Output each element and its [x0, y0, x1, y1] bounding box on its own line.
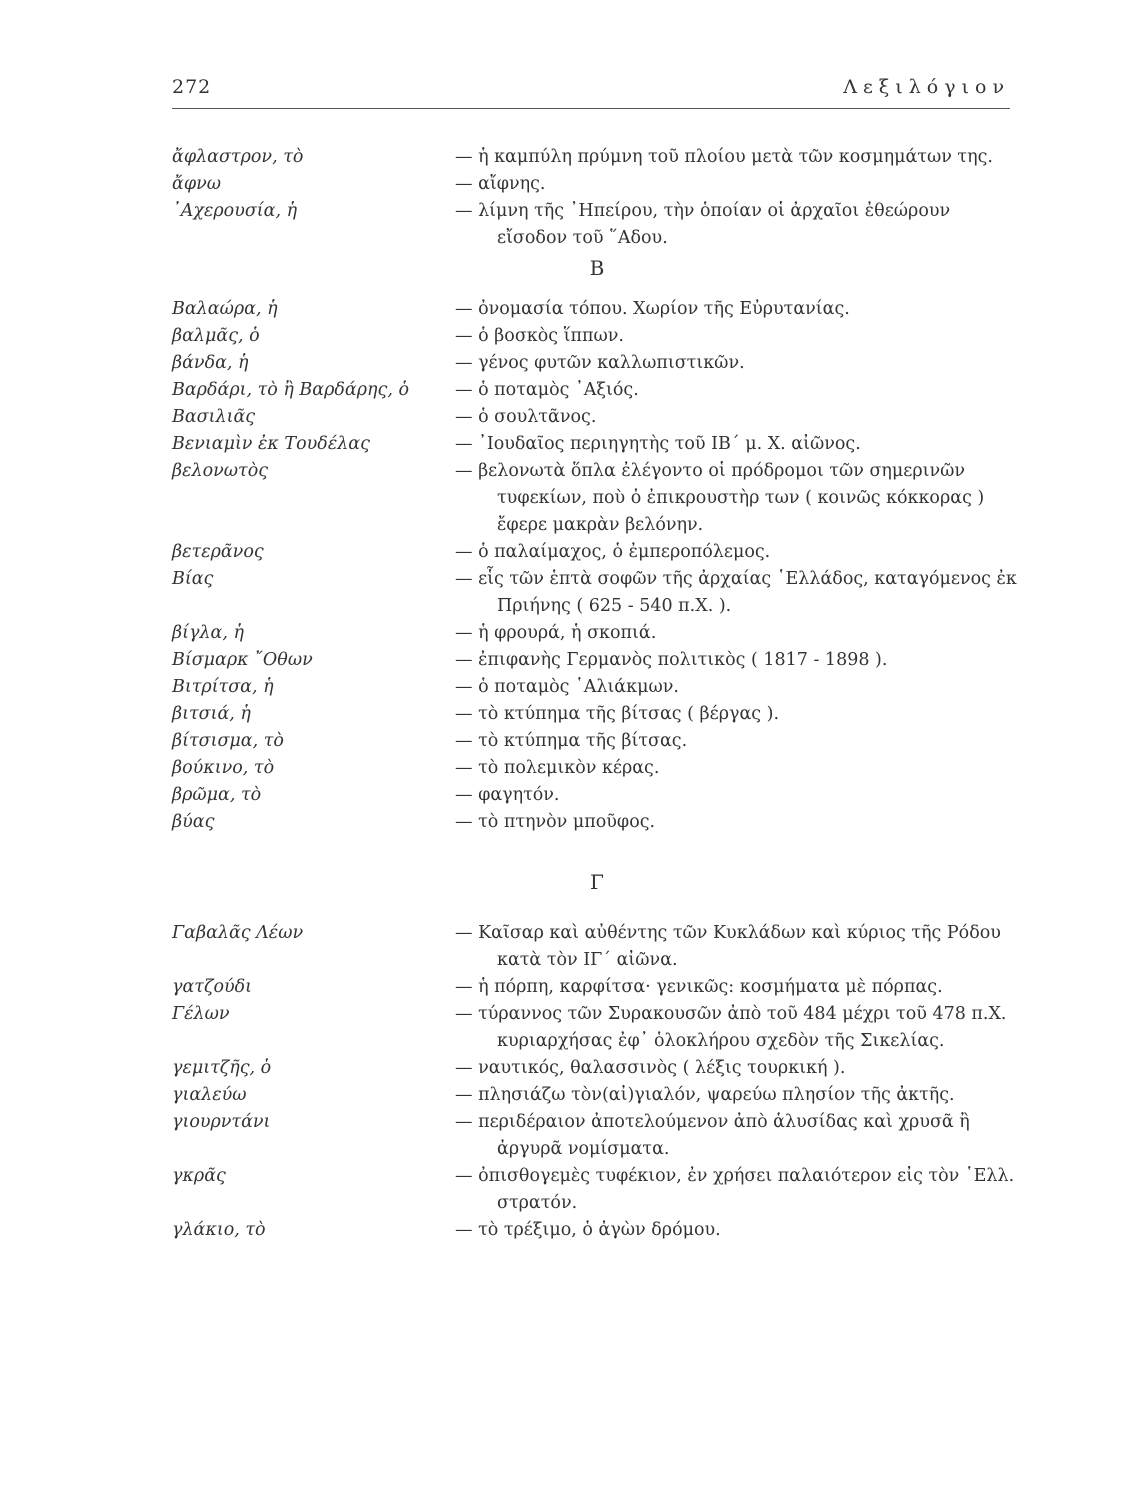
glossary-entry: [172, 674, 1022, 701]
section-letter-gamma: Γ: [590, 870, 604, 894]
glossary-entry: [172, 404, 1022, 431]
glossary-entry: [172, 782, 1022, 809]
glossary-entry: [172, 566, 1022, 620]
entry-headword: βίγλα, ἡ: [172, 623, 244, 643]
entry-definition: — ἐπιφανὴς Γερμανὸς πολιτικὸς ( 1817 - 1898 ).: [455, 650, 888, 670]
entry-definition: — λίμνη τῆς ᾿Ηπείρου, τὴν ὁποίαν οἱ ἀρχαῖοι ἐθεώρουν εἴσοδον τοῦ ῞Αδου.: [455, 201, 951, 248]
entry-definition: — τὸ πολεμικὸν κέρας.: [455, 758, 660, 778]
running-title: Λεξιλόγιον: [843, 76, 1010, 98]
glossary-entry: [172, 701, 1022, 728]
entry-definition: — Καῖσαρ καὶ αὐθέντης τῶν Κυκλάδων καὶ κύριος τῆς Ρόδου κατὰ τὸν ΙΓ΄ αἰῶνα.: [455, 923, 1001, 970]
entry-definition: — τὸ κτύπημα τῆς βίτσας.: [455, 731, 688, 751]
entry-headword: Βιτρίτσα, ἡ: [172, 677, 274, 697]
entry-headword: Βαλαώρα, ἡ: [172, 299, 278, 319]
entry-headword: γλάκιο, τὸ: [172, 1220, 266, 1240]
glossary-entry: [172, 1109, 1022, 1163]
entry-headword: βελονωτὸς: [172, 461, 269, 481]
entry-headword: Βαρδάρι, τὸ ἢ Βαρδάρης, ὁ: [172, 380, 409, 400]
entry-definition: — βελονωτὰ ὅπλα ἐλέγοντο οἱ πρόδρομοι τῶν σημερινῶν τυφεκίων, ποὺ ὁ ἐπικρουστὴρ των ( κοινῶς κόκκορας ) ἔφερε μακρὰν βελόνην.: [455, 461, 985, 535]
glossary-entry: [172, 296, 1022, 323]
entry-headword: γιουρντάνι: [172, 1112, 271, 1132]
glossary-entry: [172, 350, 1022, 377]
entry-definition: — ναυτικός, θαλασσινὸς ( λέξις τουρκική ).: [455, 1058, 846, 1078]
entry-definition: — ἡ φρουρά, ἡ σκοπιά.: [455, 623, 657, 643]
glossary-entry: [172, 974, 1022, 1001]
entry-definition: — ὁ παλαίμαχος, ὁ ἐμπεροπόλεμος.: [455, 542, 771, 562]
glossary-entry: [172, 458, 1022, 539]
entry-definition: — ὁ βοσκὸς ἵππων.: [455, 326, 624, 346]
page-header: [172, 74, 1010, 109]
entry-headword: γιαλεύω: [172, 1085, 247, 1105]
entry-definition: — ἡ καμπύλη πρύμνη τοῦ πλοίου μετὰ τῶν κοσμημάτων της.: [455, 147, 993, 167]
entry-headword: ἄφλαστρον, τὸ: [172, 147, 304, 167]
entry-definition: — ᾿Ιουδαῖος περιηγητὴς τοῦ ΙΒ΄ μ. Χ. αἰῶνος.: [455, 434, 861, 454]
entry-headword: Γέλων: [172, 1004, 230, 1024]
glossary-entry: [172, 755, 1022, 782]
entry-headword: βιτσιά, ἡ: [172, 704, 251, 724]
entry-definition: — αἴφνης.: [455, 174, 546, 194]
glossary-entry: [172, 1217, 1022, 1244]
glossary-entry: [172, 539, 1022, 566]
entry-headword: βαλμᾶς, ὁ: [172, 326, 260, 346]
entry-headword: βούκινο, τὸ: [172, 758, 275, 778]
entry-definition: — ὁ σουλτᾶνος.: [455, 407, 597, 427]
entry-headword: βάνδα, ἡ: [172, 353, 249, 373]
entry-headword: βύας: [172, 812, 215, 832]
glossary-entry: [172, 377, 1022, 404]
entry-definition: — ἡ πόρπη, καρφίτσα· γενικῶς: κοσμήματα μὲ πόρπας.: [455, 977, 943, 997]
entry-definition: — ὀπισθογεμὲς τυφέκιον, ἐν χρήσει παλαιότερον εἰς τὸν ῾Ελλ. στρατόν.: [455, 1166, 1015, 1213]
entry-definition: — εἷς τῶν ἑπτὰ σοφῶν τῆς ἀρχαίας ῾Ελλάδος, καταγόμενος ἐκ Πριήνης ( 625 - 540 π.Χ. ).: [455, 569, 1017, 616]
glossary-entry: [172, 728, 1022, 755]
entry-definition: — τὸ πτηνὸν μποῦφος.: [455, 812, 656, 832]
glossary-entry: [172, 431, 1022, 458]
entry-headword: Βασιλιᾶς: [172, 407, 256, 427]
glossary-entry: [172, 323, 1022, 350]
glossary-entry: [172, 647, 1022, 674]
entry-headword: βετερᾶνος: [172, 542, 264, 562]
entry-definition: — τὸ τρέξιμο, ὁ ἀγὼν δρόμου.: [455, 1220, 721, 1240]
glossary-entry: [172, 620, 1022, 647]
entry-headword: βίτσισμα, τὸ: [172, 731, 284, 751]
glossary-entry: [172, 1001, 1022, 1055]
glossary-entry: [172, 198, 1022, 252]
entry-headword: ἄφνω: [172, 174, 221, 194]
entry-headword: Βίσμαρκ ῎Οθων: [172, 650, 313, 670]
entry-headword: Βενιαμὶν ἐκ Τουδέλας: [172, 434, 370, 454]
entry-headword: γεμιτζῆς, ὁ: [172, 1058, 272, 1078]
glossary-entry: [172, 809, 1022, 836]
glossary-entry: [172, 1163, 1022, 1217]
entry-headword: γκρᾶς: [172, 1166, 226, 1186]
glossary-entry: [172, 920, 1022, 974]
entry-definition: — περιδέραιον ἀποτελούμενον ἀπὸ ἁλυσίδας καὶ χρυσᾶ ἢ ἀργυρᾶ νομίσματα.: [455, 1112, 970, 1159]
entry-headword: Γαβαλᾶς Λέων: [172, 923, 304, 943]
entry-definition: — πλησιάζω τὸν(αἰ)γιαλόν, ψαρεύω πλησίον τῆς ἀκτῆς.: [455, 1085, 955, 1105]
entry-definition: — ὁ ποταμὸς ῾Αλιάκμων.: [455, 677, 679, 697]
entry-headword: ᾿Αχερουσία, ἡ: [172, 201, 298, 221]
entry-headword: βρῶμα, τὸ: [172, 785, 262, 805]
glossary-entries: [172, 144, 1022, 1244]
entry-definition: — ὁ ποταμὸς ᾿Αξιός.: [455, 380, 639, 400]
entry-headword: γατζούδι: [172, 977, 253, 997]
entry-definition: — τὸ κτύπημα τῆς βίτσας ( βέργας ).: [455, 704, 780, 724]
entry-definition: — τύραννος τῶν Συρακουσῶν ἀπὸ τοῦ 484 μέχρι τοῦ 478 π.Χ. κυριαρχήσας ἐφ᾿ ὁλοκλήρου σχεδὸν τῆς Σικελίας.: [455, 1004, 1007, 1051]
entry-definition: — γένος φυτῶν καλλωπιστικῶν.: [455, 353, 745, 373]
entry-definition: — ὀνομασία τόπου. Χωρίον τῆς Εὐρυτανίας.: [455, 299, 850, 319]
section-letter-beta: Β: [589, 256, 605, 280]
glossary-entry: [172, 1082, 1022, 1109]
entry-definition: — φαγητόν.: [455, 785, 560, 805]
glossary-entry: [172, 171, 1022, 198]
page-number: 272: [172, 76, 212, 98]
glossary-entry: [172, 1055, 1022, 1082]
glossary-entry: [172, 144, 1022, 171]
entry-headword: Βίας: [172, 569, 214, 589]
